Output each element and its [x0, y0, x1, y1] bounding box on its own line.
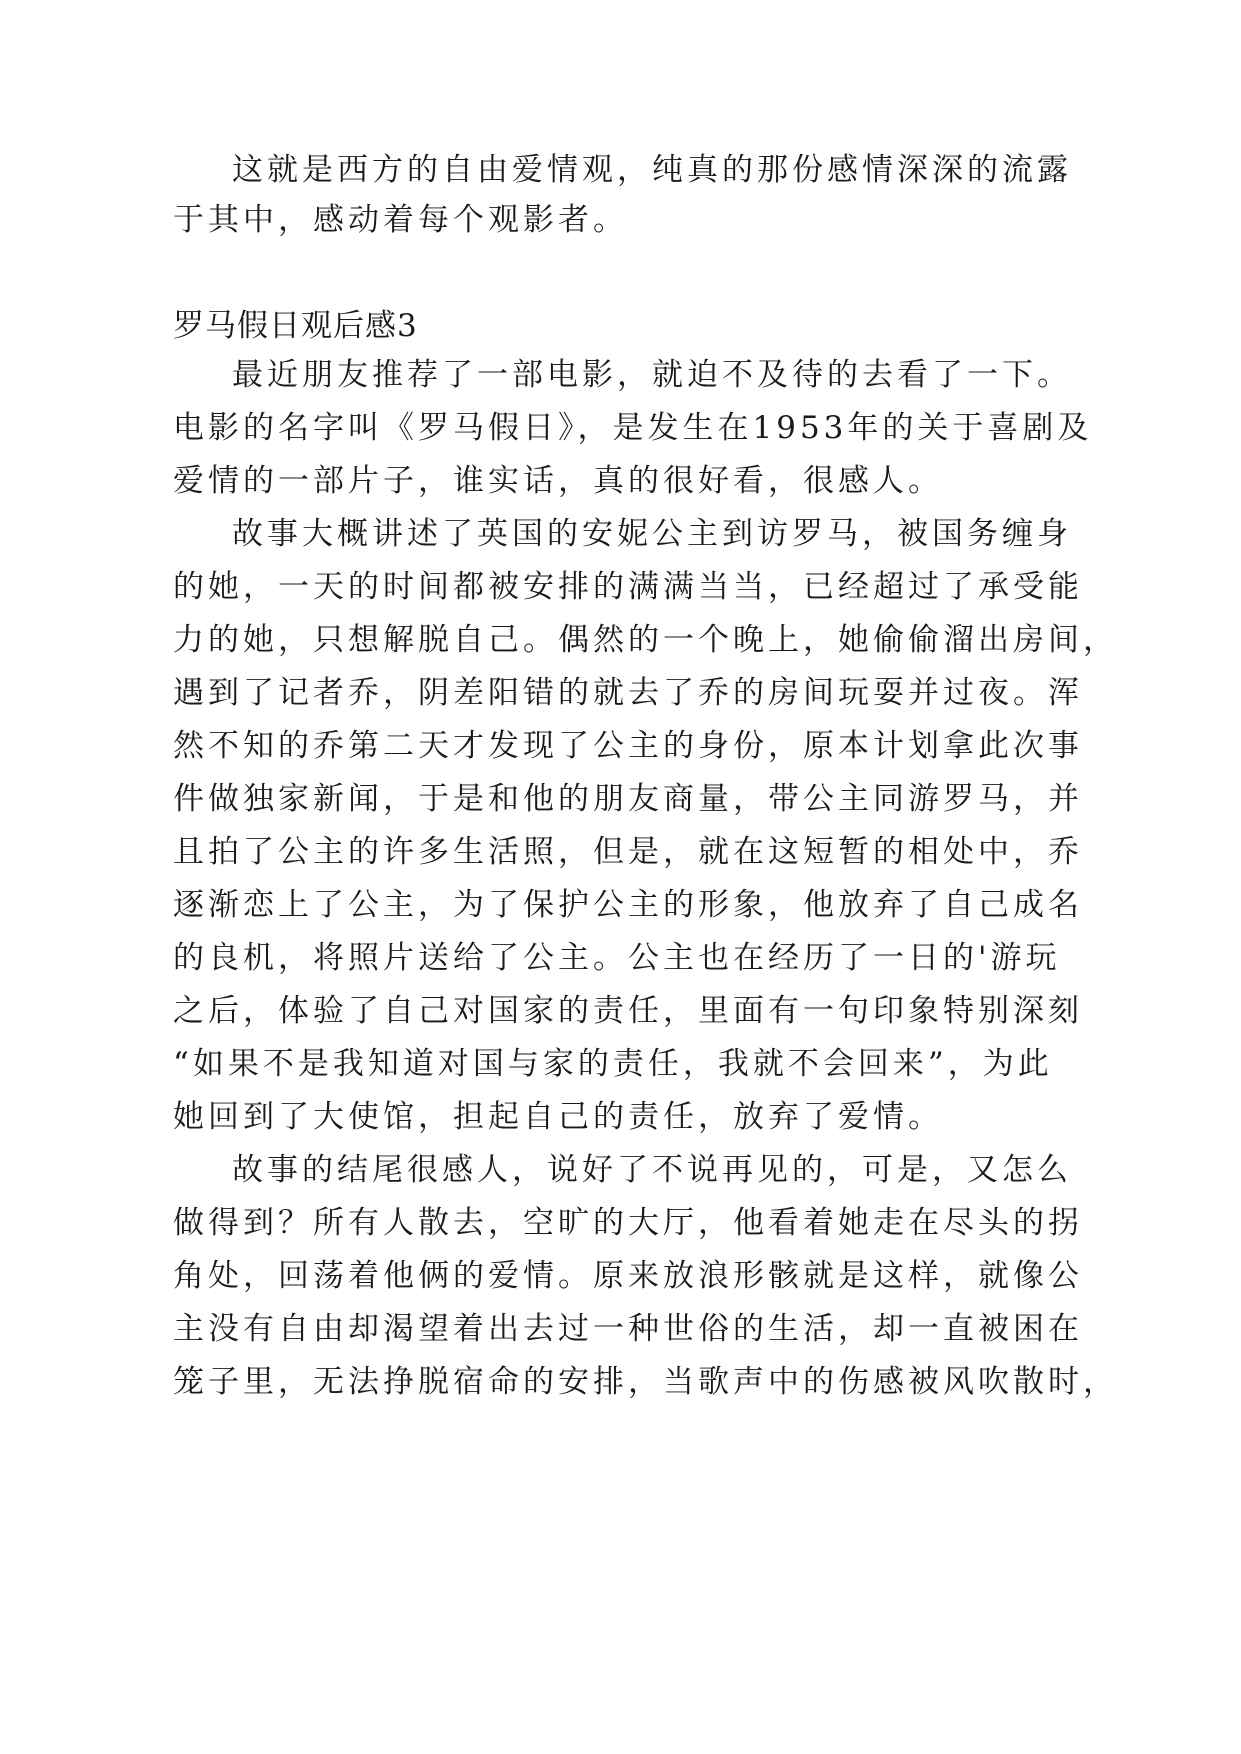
body-line-3: 爱情的一部片子，谁实话，真的很好看，很感人。 — [173, 463, 943, 499]
body-line-7: 遇到了记者乔，阴差阳错的就去了乔的房间玩耍并过夜。浑 — [173, 675, 1083, 711]
body-line-16: 故事的结尾很感人，说好了不说再见的，可是，又怎么 — [232, 1152, 1072, 1188]
body-line-1: 最近朋友推荐了一部电影，就迫不及待的去看了一下。 — [232, 357, 1072, 393]
body-line-8: 然不知的乔第二天才发现了公主的身份，原本计划拿此次事 — [173, 728, 1083, 764]
body-line-10: 且拍了公主的许多生活照，但是，就在这短暂的相处中，乔 — [173, 834, 1083, 870]
body-line-13: 之后，体验了自己对国家的责任，里面有一句印象特别深刻 — [173, 993, 1083, 1029]
body-line-4: 故事大概讲述了英国的安妮公主到访罗马，被国务缠身 — [232, 516, 1072, 552]
body-line-19: 主没有自由却渴望着出去过一种世俗的生活，却一直被困在 — [173, 1311, 1083, 1347]
body-line-20: 笼子里，无法挣脱宿命的安排，当歌声中的伤感被风吹散时， — [173, 1364, 1118, 1400]
intro-line-1: 这就是西方的自由爱情观，纯真的那份感情深深的流露 — [232, 152, 1072, 188]
body-line-11: 逐渐恋上了公主，为了保护公主的形象，他放弃了自己成名 — [173, 887, 1083, 923]
body-line-17: 做得到？所有人散去，空旷的大厅，他看着她走在尽头的拐 — [173, 1205, 1083, 1241]
section-title: 罗马假日观后感3 — [173, 308, 418, 344]
body-line-15: 她回到了大使馆，担起自己的责任，放弃了爱情。 — [173, 1099, 943, 1135]
body-line-18: 角处，回荡着他俩的爱情。原来放浪形骸就是这样，就像公 — [173, 1258, 1083, 1294]
intro-line-2: 于其中，感动着每个观影者。 — [173, 202, 628, 238]
body-line-2: 电影的名字叫《罗马假日》，是发生在1953年的关于喜剧及 — [173, 410, 1093, 446]
body-line-6: 力的她，只想解脱自己。偶然的一个晚上，她偷偷溜出房间， — [173, 622, 1118, 658]
body-line-5: 的她，一天的时间都被安排的满满当当，已经超过了承受能 — [173, 569, 1083, 605]
body-line-12: 的良机，将照片送给了公主。公主也在经历了一日的'游玩 — [173, 940, 1061, 976]
body-line-14: “如果不是我知道对国与家的责任，我就不会回来”，为此 — [173, 1046, 1053, 1082]
body-line-9: 件做独家新闻，于是和他的朋友商量，带公主同游罗马，并 — [173, 781, 1083, 817]
